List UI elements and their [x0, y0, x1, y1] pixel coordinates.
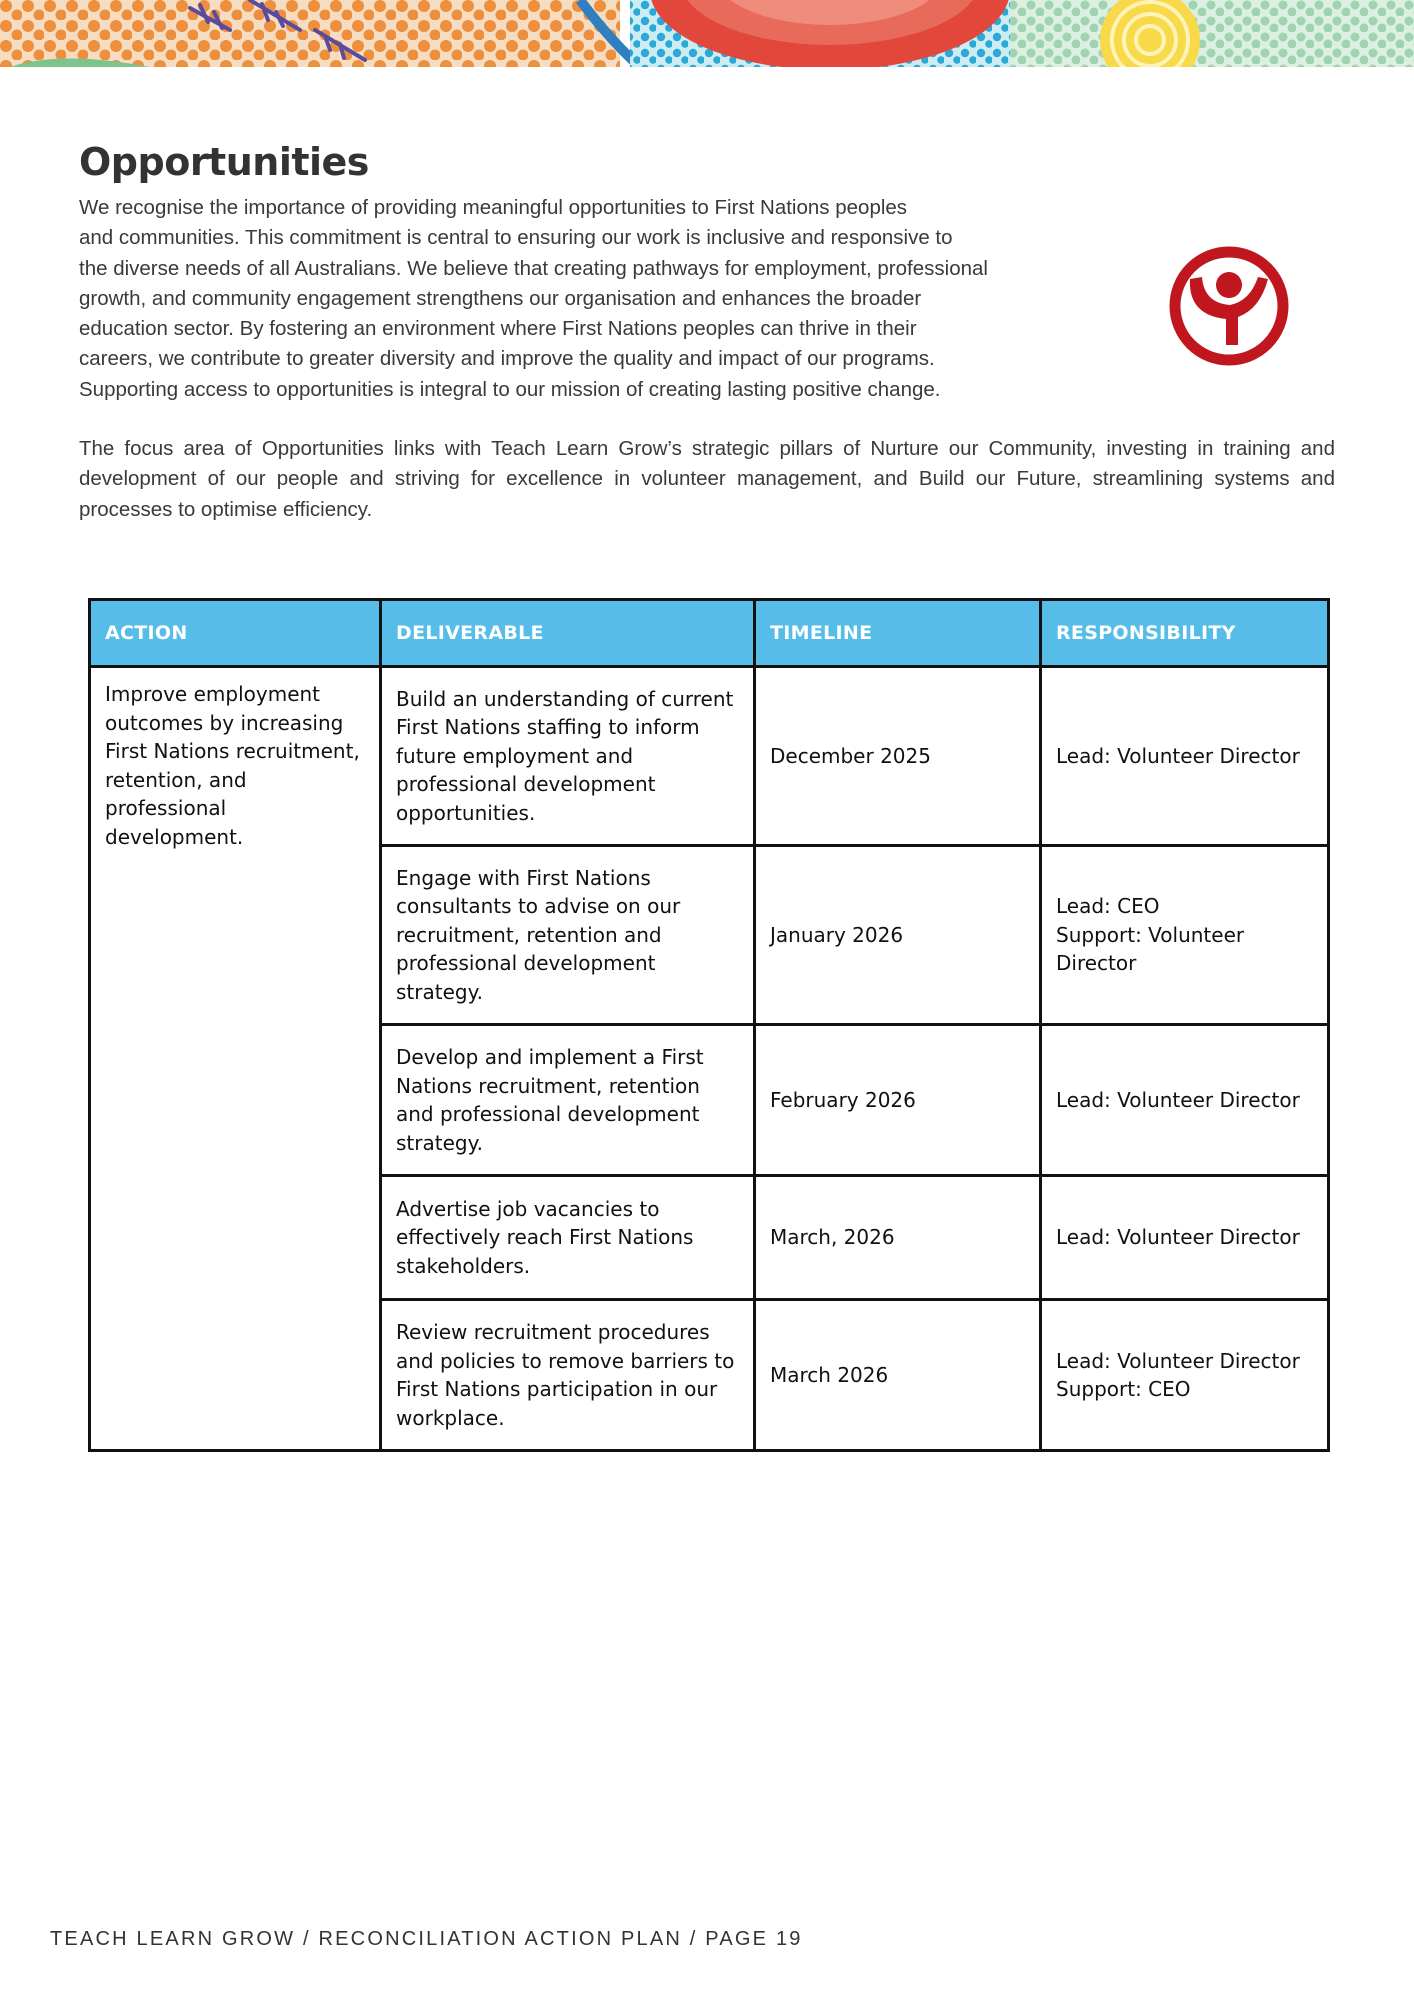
responsibility-line: Lead: Volunteer Director: [1056, 1225, 1300, 1250]
timeline-cell: December 2025: [755, 667, 1041, 846]
deliverable-cell: Develop and implement a First Nations recruitment, retention and professional development strategy.: [381, 1025, 755, 1176]
header-action: ACTION: [90, 600, 381, 667]
action-cell: Improve employment outcomes by increasing First Nations recruitment, retention, and professional development.: [90, 667, 381, 1451]
focus-paragraph: The focus area of Opportunities links with Teach Learn Grow’s strategic pillars of Nurture our Community, investing in training and development of our people and striving for excellence in volunteer management, and Build our Future, streamlining systems and processes to optimise efficiency.: [79, 437, 1335, 521]
deliverable-cell: Engage with First Nations consultants to advise on our recruitment, retention and professional development strategy.: [381, 846, 755, 1025]
responsibility-line: Lead: CEO: [1056, 894, 1160, 919]
responsibility-line: Lead: Volunteer Director: [1056, 1348, 1300, 1373]
artwork-banner: [0, 0, 1414, 67]
header-timeline: TIMELINE: [755, 600, 1041, 667]
header-responsibility: RESPONSIBILITY: [1041, 600, 1329, 667]
intro-line: growth, and community engagement strengthens our organisation and enhances the broader: [79, 286, 922, 310]
deliverable-cell: Review recruitment procedures and policies to remove barriers to First Nations participation in our workplace.: [381, 1300, 755, 1451]
responsibility-cell: [1041, 1025, 1329, 1176]
responsibility-cell: [1041, 1176, 1329, 1300]
page-title: Opportunities: [79, 140, 369, 184]
intro-line: Supporting access to opportunities is integral to our mission of creating lasting positive change.: [79, 377, 941, 401]
responsibility-line: Support: CEO: [1056, 1377, 1191, 1401]
page-footer: TEACH LEARN GROW / RECONCILIATION ACTION PLAN / PAGE 19: [50, 1928, 803, 1950]
intro-line: We recognise the importance of providing meaningful opportunities to First Nations peoples: [79, 196, 908, 219]
deliverable-cell: Build an understanding of current First Nations staffing to inform future employment and professional development opportunities.: [381, 667, 755, 846]
intro-line: careers, we contribute to greater diversity and improve the quality and impact of our programs.: [79, 347, 935, 371]
responsibility-line: Support: Volunteer Director: [1056, 922, 1245, 976]
timeline-cell: February 2026: [755, 1025, 1041, 1176]
responsibility-cell: [1041, 667, 1329, 846]
organisation-logo-icon: [1168, 245, 1290, 367]
responsibility-line: Lead: Volunteer Director: [1056, 743, 1300, 768]
responsibility-cell: [1041, 1300, 1329, 1451]
table-row: [90, 667, 1329, 846]
action-plan-table: [88, 598, 1330, 1452]
intro-paragraph: [79, 193, 1089, 405]
responsibility-cell: [1041, 846, 1329, 1025]
timeline-cell: March 2026: [755, 1300, 1041, 1451]
header-deliverable: DELIVERABLE: [381, 600, 755, 667]
deliverable-cell: Advertise job vacancies to effectively reach First Nations stakeholders.: [381, 1176, 755, 1300]
dot-painting-artwork: [0, 0, 1414, 67]
timeline-cell: March, 2026: [755, 1176, 1041, 1300]
timeline-cell: January 2026: [755, 846, 1041, 1025]
intro-line: and communities. This commitment is central to ensuring our work is inclusive and responsive to: [79, 226, 953, 250]
intro-line: the diverse needs of all Australians. We believe that creating pathways for employment, professional: [79, 256, 988, 280]
intro-line: education sector. By fostering an environment where First Nations peoples can thrive in their: [79, 317, 917, 341]
responsibility-line: Lead: Volunteer Director: [1056, 1087, 1300, 1112]
table-header-row: [90, 600, 1329, 667]
